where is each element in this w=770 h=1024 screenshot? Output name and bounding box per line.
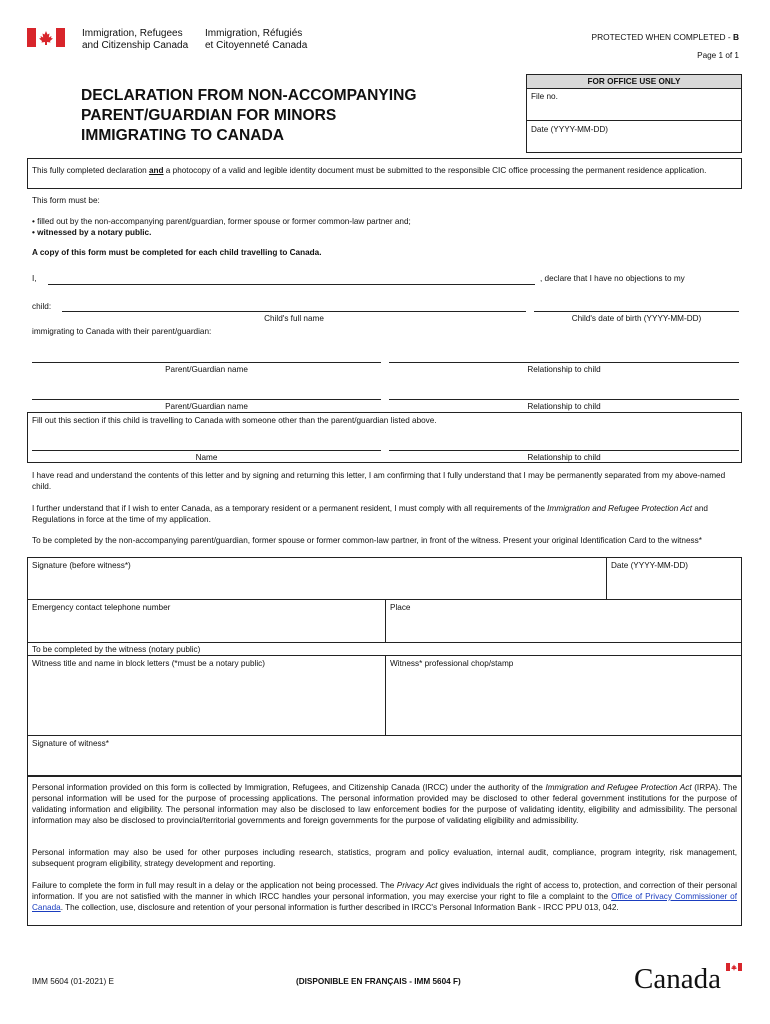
grid-hline-2	[27, 642, 742, 643]
signature-date-label: Date (YYYY-MM-DD)	[611, 561, 689, 570]
other-guardian-name-caption: Name	[195, 453, 218, 462]
protected-notice	[545, 32, 739, 42]
office-date-label: Date (YYYY-MM-DD)	[531, 125, 609, 134]
parent-name-caption-1: Parent/Guardian name	[165, 365, 248, 374]
relationship-caption-1: Relationship to child	[527, 365, 601, 374]
privacy-paragraph-1	[32, 782, 737, 826]
witness-title-name-field[interactable]	[28, 670, 384, 734]
other-guardian-name-field[interactable]	[32, 450, 381, 451]
privacy-p3-act: Privacy Act	[396, 881, 438, 890]
office-use-heading: FOR OFFICE USE ONLY	[527, 75, 741, 89]
french-version-note: (DISPONIBLE EN FRANÇAIS - IMM 5604 F)	[296, 977, 461, 986]
further-act-name: Immigration and Refugee Protection Act	[547, 504, 693, 513]
declare-text: , declare that I have no objections to my	[540, 274, 685, 283]
child-dob-field[interactable]	[534, 311, 739, 312]
requirement-bullet-2: • witnessed by a notary public.	[32, 228, 152, 237]
office-file-no-field[interactable]	[527, 88, 741, 121]
intro-text-b: a photocopy of a valid and legible identity document must be submitted to the responsible CIC office processing the permanent residence application.	[163, 166, 707, 175]
place-label: Place	[390, 603, 411, 612]
department-name-en-line1: Immigration, Refugees	[82, 28, 183, 39]
privacy-p1-text-a: Personal information provided on this form is collected by Immigration, Refugees, and Citizenship Canada (IRCC) under the authority of the	[32, 783, 546, 792]
place-field[interactable]	[386, 614, 741, 641]
protected-level: B	[732, 32, 739, 42]
privacy-paragraph-3	[32, 880, 737, 913]
privacy-p3-text-a: Failure to complete the form in full may result in a delay or the application not being processed. The	[32, 881, 397, 890]
privacy-p3-text-b: gives individuals the right of access to, protection, and correction of their personal information. If you are not satisfied with the manner in which IRCC handles your personal information, you may exercise your right to file a complaint to the	[32, 881, 737, 901]
relationship-field-2[interactable]	[389, 399, 739, 400]
witness-stamp-label: Witness* professional chop/stamp	[390, 659, 514, 668]
department-name-en-line2: and Citizenship Canada	[82, 40, 189, 51]
form-identifier: IMM 5604 (01-2021) E	[32, 977, 114, 986]
witness-signature-label: Signature of witness*	[32, 739, 109, 748]
department-name-fr-line1: Immigration, Réfugiés	[205, 28, 303, 39]
copy-note: A copy of this form must be completed for each child travelling to Canada.	[32, 248, 322, 257]
form-must-be-label: This form must be:	[32, 196, 100, 205]
signature-before-witness-label: Signature (before witness*)	[32, 561, 131, 570]
declarant-name-field[interactable]	[48, 284, 535, 285]
further-understand-statement	[32, 503, 737, 525]
further-text-a: I further understand that if I wish to enter Canada, as a temporary resident or a permanent resident, I must comply with all requirements of the	[32, 504, 548, 513]
parent-name-field-2[interactable]	[32, 399, 381, 400]
child-full-name-caption: Child's full name	[264, 314, 324, 323]
witness-signature-field[interactable]	[28, 750, 741, 775]
intro-paragraph	[32, 165, 737, 176]
relationship-field-1[interactable]	[389, 362, 739, 363]
department-name-fr-line2: et Citoyenneté Canada	[205, 40, 308, 51]
grid-hline-4	[27, 735, 742, 736]
emergency-phone-label: Emergency contact telephone number	[32, 603, 171, 612]
child-label: child:	[32, 302, 52, 311]
immigrating-text: immigrating to Canada with their parent/guardian:	[32, 327, 212, 336]
office-file-no-label: File no.	[531, 92, 558, 101]
read-understand-statement: I have read and understand the contents of this letter and by signing and returning this letter, I am confirming that I fully understand that I may be permanently separated from my above-named child.	[32, 471, 726, 491]
privacy-p1-text-b: (IRPA). The personal information will be used for the purpose of processing applications. The personal information provided may be disclosed to other federal government institutions for the purpose of validating information and eligibility. The personal information may also be disclosed to law enforcement bodies for the purpose of validating identity, eligibility and admissibility. The personal information may also be disclosed to provincial/territorial governments and foreign governments for the purpose of validating eligibility and admissibility.	[32, 783, 737, 825]
child-full-name-field[interactable]	[62, 311, 526, 312]
parent-name-caption-2: Parent/Guardian name	[165, 402, 248, 411]
other-guardian-relationship-caption: Relationship to child	[527, 453, 601, 462]
canada-wordmark	[634, 962, 742, 994]
form-title-line1: DECLARATION FROM NON-ACCOMPANYING	[81, 87, 417, 104]
protected-text: PROTECTED WHEN COMPLETED -	[591, 32, 733, 42]
other-guardian-relationship-field[interactable]	[389, 450, 739, 451]
page-info: Page 1 of 1	[697, 51, 739, 60]
canada-wordmark-text: Canada	[634, 963, 721, 995]
wordmark-flag-icon	[726, 963, 742, 971]
privacy-paragraph-2: Personal information may also be used for other purposes including research, statistics, program and policy evaluation, internal audit, compliance, program integrity, risk management, subsequent program eligibility, strategy development and reporting.	[32, 848, 737, 868]
signature-before-witness-field[interactable]	[28, 572, 605, 598]
further-text-b: and Regulations in force at the time of my application.	[32, 504, 708, 524]
relationship-caption-2: Relationship to child	[527, 402, 601, 411]
intro-text-and: and	[148, 166, 164, 175]
declarant-label: I,	[32, 274, 37, 283]
intro-text-a: This fully completed declaration	[32, 166, 149, 175]
other-guardian-instruction: Fill out this section if this child is travelling to Canada with someone other than the parent/guardian listed above.	[32, 416, 437, 425]
parent-name-field-1[interactable]	[32, 362, 381, 363]
requirement-bullet-1: • filled out by the non-accompanying parent/guardian, former spouse or former common-law partner and;	[32, 217, 411, 226]
completion-instruction: To be completed by the non-accompanying parent/guardian, former spouse or former common-law partner, in front of the witness. Present your original Identification Card to the witness*	[32, 536, 702, 545]
witness-title-name-label: Witness title and name in block letters (*must be a notary public)	[32, 659, 265, 668]
witness-stamp-field[interactable]	[386, 670, 741, 734]
privacy-p3-text-c: . The collection, use, disclosure and retention of your personal information is further described in IRCC's Personal Information Bank - IRCC PPU 013, 042.	[60, 903, 619, 912]
child-dob-caption: Child's date of birth (YYYY-MM-DD)	[571, 314, 702, 323]
signature-date-field[interactable]	[607, 572, 741, 598]
privacy-p1-act: Immigration and Refugee Protection Act	[545, 783, 692, 792]
witness-section-heading: To be completed by the witness (notary public)	[32, 645, 201, 654]
office-use-box	[526, 74, 742, 153]
privacy-commissioner-link[interactable]: Office of Privacy Commissioner of Canada	[32, 892, 737, 912]
canada-flag-logo	[27, 28, 65, 47]
form-title-line3: IMMIGRATING TO CANADA	[81, 127, 284, 144]
emergency-phone-field[interactable]	[28, 614, 384, 641]
form-title-line2: PARENT/GUARDIAN FOR MINORS	[81, 107, 337, 124]
